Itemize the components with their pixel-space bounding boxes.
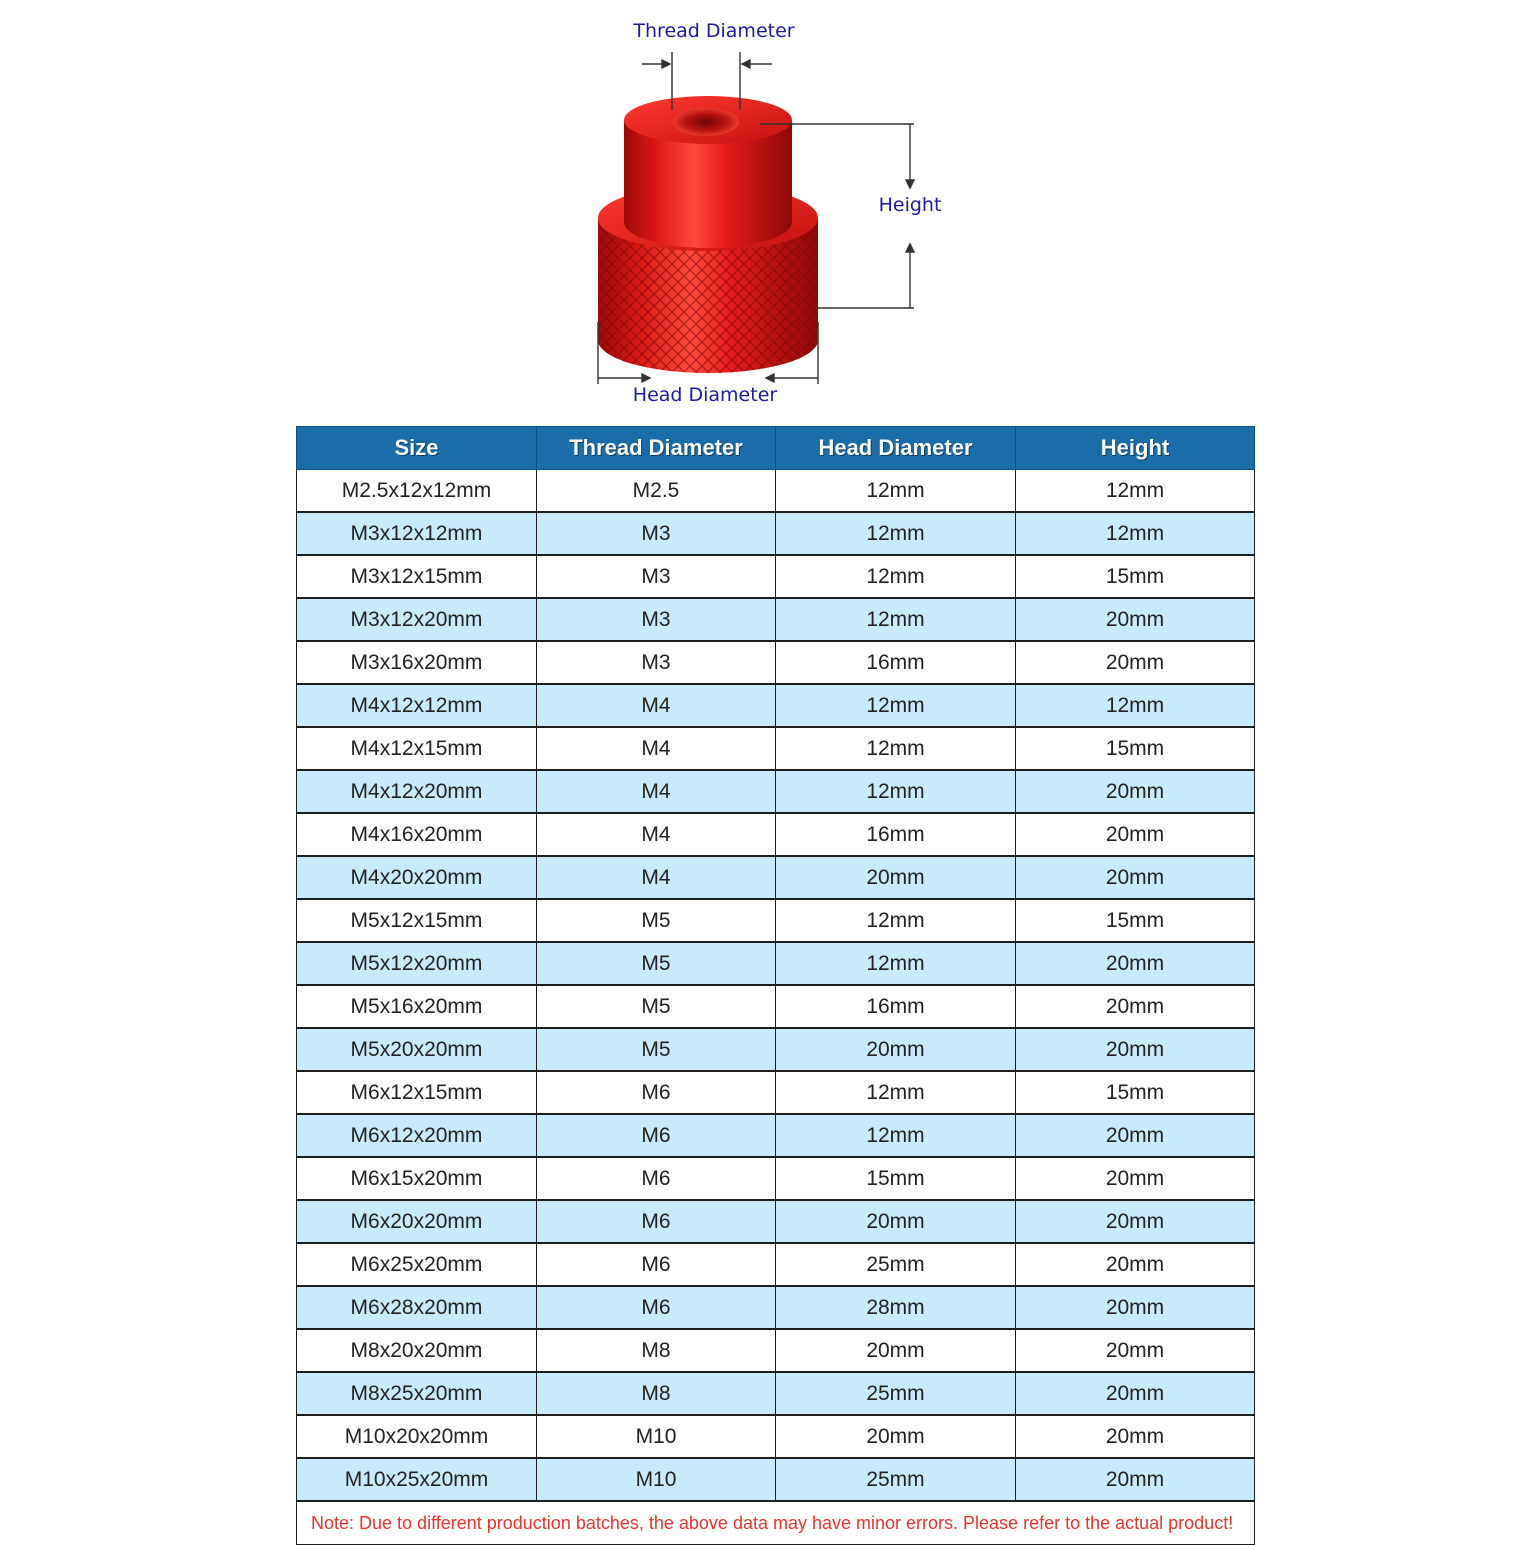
threaded-hole-shape	[673, 108, 739, 136]
table-row	[297, 1071, 1255, 1114]
cell-head-diameter: 15mm	[776, 1157, 1016, 1200]
cell-size: M5x20x20mm	[297, 1028, 537, 1071]
cell-thread-diameter: M5	[537, 1028, 776, 1071]
header-height: Height	[1016, 427, 1255, 470]
table-row	[297, 813, 1255, 856]
cell-size: M10x20x20mm	[297, 1415, 537, 1458]
note-text: Note: Due to different production batches, the above data may have minor errors. Please refer to the actual product!	[297, 1501, 1255, 1545]
cell-head-diameter: 12mm	[776, 1114, 1016, 1157]
cell-head-diameter: 12mm	[776, 470, 1016, 513]
cell-size: M3x12x12mm	[297, 512, 537, 555]
cell-height: 20mm	[1016, 598, 1255, 641]
cell-head-diameter: 12mm	[776, 684, 1016, 727]
cell-thread-diameter: M6	[537, 1114, 776, 1157]
cell-size: M6x25x20mm	[297, 1243, 537, 1286]
cell-size: M2.5x12x12mm	[297, 470, 537, 513]
cell-thread-diameter: M10	[537, 1415, 776, 1458]
cell-height: 20mm	[1016, 1200, 1255, 1243]
cell-size: M4x12x15mm	[297, 727, 537, 770]
cell-size: M6x12x20mm	[297, 1114, 537, 1157]
table-header-row	[297, 427, 1255, 470]
table-row	[297, 1200, 1255, 1243]
cell-head-diameter: 25mm	[776, 1372, 1016, 1415]
cell-height: 20mm	[1016, 1415, 1255, 1458]
cell-head-diameter: 12mm	[776, 942, 1016, 985]
table-row	[297, 684, 1255, 727]
table-row	[297, 1458, 1255, 1501]
cell-thread-diameter: M4	[537, 684, 776, 727]
table-body	[297, 470, 1255, 1502]
cell-head-diameter: 12mm	[776, 770, 1016, 813]
cell-height: 20mm	[1016, 813, 1255, 856]
table-row	[297, 1286, 1255, 1329]
cell-thread-diameter: M2.5	[537, 470, 776, 513]
cell-size: M5x12x15mm	[297, 899, 537, 942]
header-thread-diameter: Thread Diameter	[537, 427, 776, 470]
cell-size: M3x12x20mm	[297, 598, 537, 641]
height-label: Height	[878, 194, 942, 216]
cell-height: 20mm	[1016, 1114, 1255, 1157]
cell-thread-diameter: M6	[537, 1243, 776, 1286]
table-row	[297, 641, 1255, 684]
cell-height: 20mm	[1016, 856, 1255, 899]
cell-height: 15mm	[1016, 899, 1255, 942]
cell-height: 15mm	[1016, 727, 1255, 770]
cell-size: M4x20x20mm	[297, 856, 537, 899]
cell-height: 20mm	[1016, 1372, 1255, 1415]
table-row	[297, 1415, 1255, 1458]
cell-thread-diameter: M5	[537, 942, 776, 985]
cell-head-diameter: 25mm	[776, 1458, 1016, 1501]
cell-head-diameter: 28mm	[776, 1286, 1016, 1329]
thread-diameter-label: Thread Diameter	[633, 20, 795, 42]
cell-head-diameter: 12mm	[776, 598, 1016, 641]
cell-thread-diameter: M8	[537, 1372, 776, 1415]
table-row	[297, 899, 1255, 942]
table-row	[297, 856, 1255, 899]
header-size: Size	[297, 427, 537, 470]
cell-head-diameter: 12mm	[776, 899, 1016, 942]
cell-height: 20mm	[1016, 1286, 1255, 1329]
cell-head-diameter: 25mm	[776, 1243, 1016, 1286]
cell-size: M8x25x20mm	[297, 1372, 537, 1415]
table-row	[297, 1243, 1255, 1286]
cell-thread-diameter: M4	[537, 856, 776, 899]
cell-height: 20mm	[1016, 770, 1255, 813]
cell-head-diameter: 20mm	[776, 1200, 1016, 1243]
cell-size: M6x15x20mm	[297, 1157, 537, 1200]
table-row	[297, 1114, 1255, 1157]
specification-table	[296, 426, 1255, 1545]
table-row	[297, 770, 1255, 813]
table-row	[297, 727, 1255, 770]
cell-head-diameter: 16mm	[776, 813, 1016, 856]
table-row	[297, 942, 1255, 985]
cell-head-diameter: 12mm	[776, 727, 1016, 770]
cell-height: 20mm	[1016, 1329, 1255, 1372]
cell-thread-diameter: M5	[537, 899, 776, 942]
cell-thread-diameter: M3	[537, 555, 776, 598]
cell-size: M3x16x20mm	[297, 641, 537, 684]
table-row	[297, 555, 1255, 598]
cell-size: M4x12x12mm	[297, 684, 537, 727]
cell-head-diameter: 12mm	[776, 1071, 1016, 1114]
cell-size: M4x12x20mm	[297, 770, 537, 813]
cell-thread-diameter: M5	[537, 985, 776, 1028]
cell-size: M4x16x20mm	[297, 813, 537, 856]
cell-size: M5x16x20mm	[297, 985, 537, 1028]
cell-size: M6x12x15mm	[297, 1071, 537, 1114]
table-row	[297, 598, 1255, 641]
cell-head-diameter: 20mm	[776, 856, 1016, 899]
cell-height: 20mm	[1016, 1028, 1255, 1071]
cell-thread-diameter: M10	[537, 1458, 776, 1501]
table-row	[297, 512, 1255, 555]
table-row	[297, 1028, 1255, 1071]
cell-height: 20mm	[1016, 985, 1255, 1028]
cell-height: 15mm	[1016, 1071, 1255, 1114]
cell-thread-diameter: M4	[537, 727, 776, 770]
table-row	[297, 985, 1255, 1028]
cell-size: M8x20x20mm	[297, 1329, 537, 1372]
cell-height: 12mm	[1016, 470, 1255, 513]
cell-size: M3x12x15mm	[297, 555, 537, 598]
cell-height: 12mm	[1016, 684, 1255, 727]
cell-height: 20mm	[1016, 942, 1255, 985]
cell-thread-diameter: M3	[537, 512, 776, 555]
cell-height: 12mm	[1016, 512, 1255, 555]
cell-size: M10x25x20mm	[297, 1458, 537, 1501]
cell-thread-diameter: M6	[537, 1286, 776, 1329]
cell-thread-diameter: M3	[537, 598, 776, 641]
cell-size: M5x12x20mm	[297, 942, 537, 985]
cell-size: M6x20x20mm	[297, 1200, 537, 1243]
cell-thread-diameter: M3	[537, 641, 776, 684]
cell-thread-diameter: M8	[537, 1329, 776, 1372]
cell-height: 20mm	[1016, 1157, 1255, 1200]
product-dimension-diagram	[0, 0, 1538, 420]
cell-thread-diameter: M4	[537, 770, 776, 813]
cell-head-diameter: 16mm	[776, 641, 1016, 684]
table-row	[297, 1329, 1255, 1372]
cell-height: 20mm	[1016, 1458, 1255, 1501]
cell-height: 20mm	[1016, 641, 1255, 684]
header-head-diameter: Head Diameter	[776, 427, 1016, 470]
cell-head-diameter: 12mm	[776, 555, 1016, 598]
cell-head-diameter: 12mm	[776, 512, 1016, 555]
cell-head-diameter: 16mm	[776, 985, 1016, 1028]
shaft-shape	[624, 96, 792, 248]
cell-height: 15mm	[1016, 555, 1255, 598]
cell-size: M6x28x20mm	[297, 1286, 537, 1329]
cell-head-diameter: 20mm	[776, 1329, 1016, 1372]
table-row	[297, 470, 1255, 513]
cell-thread-diameter: M6	[537, 1071, 776, 1114]
head-diameter-label: Head Diameter	[632, 384, 778, 406]
cell-head-diameter: 20mm	[776, 1415, 1016, 1458]
cell-thread-diameter: M6	[537, 1157, 776, 1200]
cell-thread-diameter: M6	[537, 1200, 776, 1243]
cell-thread-diameter: M4	[537, 813, 776, 856]
cell-height: 20mm	[1016, 1243, 1255, 1286]
table-row	[297, 1372, 1255, 1415]
table-row	[297, 1157, 1255, 1200]
cell-head-diameter: 20mm	[776, 1028, 1016, 1071]
